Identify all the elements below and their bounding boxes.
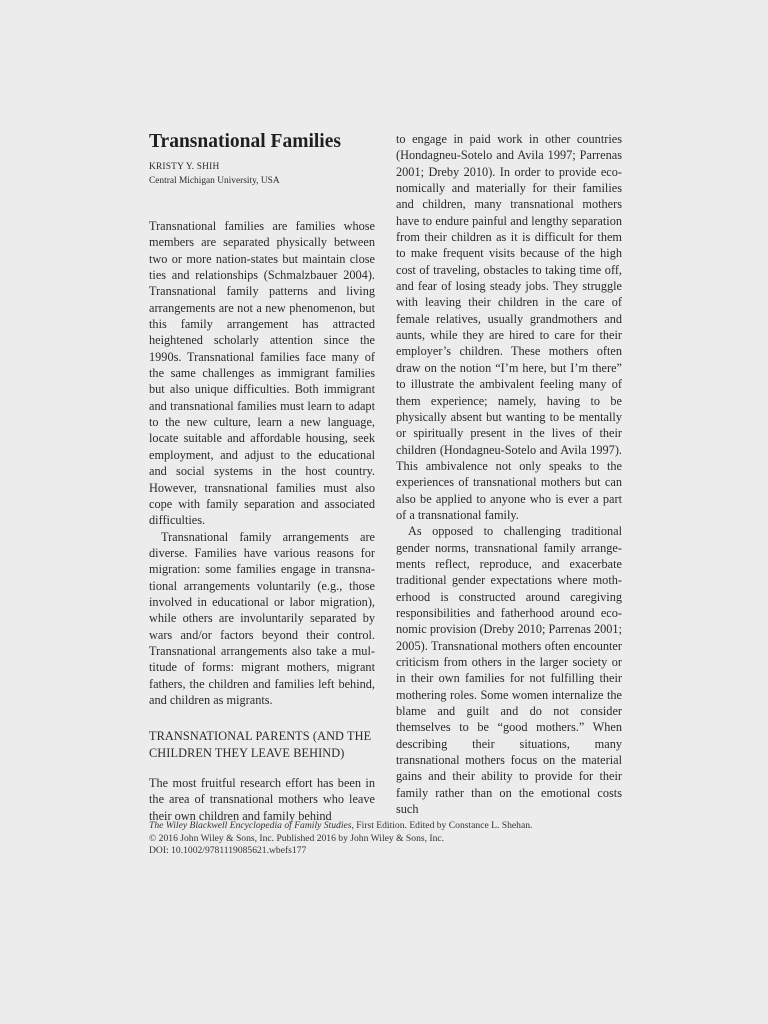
- article-title: Transnational Families: [149, 131, 341, 152]
- doi-line: DOI: 10.1002/9781119085621.wbefs177: [149, 845, 307, 857]
- intro-paragraph: Transnational families are families whose members are separated physically between two or more nation-states but maintain close ties and relationships (Schmalzbauer 2004). Transnational family patterns and living arrangements are not a new phenomenon, but this family arrangement has attracted heightened scholarly attention since the 1990s. Transnational families face many of the same challenges as immigrant families but also unique difficulties. Both immigrant and transnational families must learn to adapt to the new culture, learn a new language, locate suitable and affordable housing, seek employment, and adjust to the educational and social systems in the host country. However, transnational families must also cope with family separation and associated difficulties.: [149, 219, 375, 528]
- author-affiliation: Central Michigan University, USA: [149, 176, 280, 186]
- encyclopedia-title: The Wiley Blackwell Encyclopedia of Family Studies: [149, 820, 352, 831]
- citation-line: [149, 820, 629, 833]
- mothers-paragraph: to engage in paid work in other countries (Hondagneu-Sotelo and Avila 1997; Parrenas 2001; Dreby 2010). In order to provide economically and materially for their families and children, many transnational mothers have to endure painful and lengthy separation from their children as it is difficult for them to make frequent visits because of the high cost of traveling, obstacles to taking time off, and fear of losing steady jobs. They struggle with leaving their children in the care of female relatives, usually grandmothers and aunts, while they are hired to care for their employer’s children. These mothers often draw on the notion “I’m here, but I’m there” to illustrate the ambivalent feeling many of them experience; namely, having to be physically absent but wanting to be mentally or spiritually present in the lives of their children (Hondagneu-Sotelo and Avila 1997). This ambivalence not only speaks to the experiences of transnational mothers but can also be applied to anyone who is ever a part of a transnational family.: [396, 132, 622, 522]
- citation-footer: [149, 820, 629, 858]
- edition-info: , First Edition. Edited by Constance L. Shehan.: [351, 820, 533, 831]
- section-heading: TRANSNATIONAL PARENTS (AND THE CHILDREN THEY LEAVE BEHIND): [149, 729, 372, 760]
- copyright-line: © 2016 John Wiley & Sons, Inc. Published 2016 by John Wiley & Sons, Inc.: [149, 832, 445, 844]
- right-column: [396, 131, 622, 817]
- left-column: [149, 128, 375, 824]
- arrangements-paragraph: Transnational family arrangements are diverse. Families have various reasons for migration: some families engage in transnational arrangements voluntarily (e.g., those involved in educational or labor migration), while others are involuntarily separated by wars and/or factors beyond their control. Transnational arrangements also take a multitude of forms: migrant mothers, migrant fathers, the children and families left behind, and children as migrants.: [149, 529, 375, 707]
- author-name: KRISTY Y. SHIH: [149, 162, 220, 172]
- gender-norms-paragraph: As opposed to challenging traditional gender norms, transnational family arrangements reflect, reproduce, and exacerbate traditional gender expectations where motherhood is constructed around caregiving responsibilities and fatherhood around economic provision (Dreby 2010; Parrenas 2001; 2005). Transnational mothers often encounter criticism from others in the larger society or in their own families for not fulfilling their mothering roles. Some women internalize the blame and guilt and do not consider themselves to be “good mothers.” When describing their situations, many transnational mothers focus on the material gains and their ability to provide for their family rather than on the emotional costs such: [396, 524, 622, 817]
- research-paragraph: The most fruitful research effort has been in the area of transnational mothers who leave their own children and family behind: [149, 776, 375, 823]
